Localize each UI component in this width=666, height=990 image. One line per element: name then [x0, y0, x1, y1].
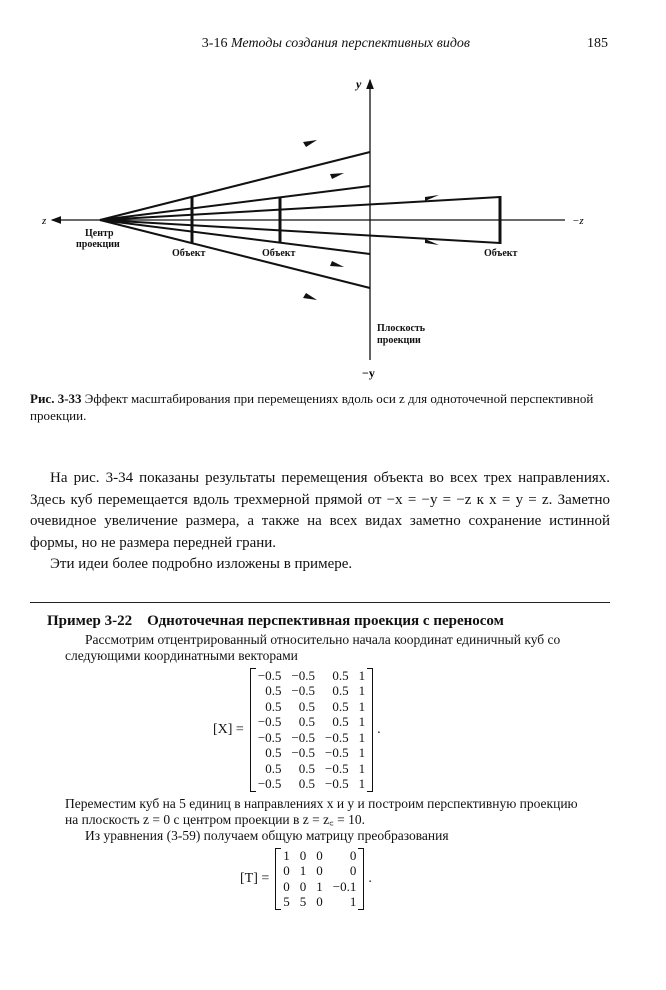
matrix-cell: 1: [358, 698, 366, 714]
matrix-cell: 1: [316, 878, 323, 894]
matrix-cell: 0.5: [332, 714, 349, 729]
matrix-cell: 0.5: [332, 698, 349, 714]
matrix-x: [X] = −0.5 −0.5 0.5 1 0.5 −0.5 0.5 1 0.5 0.5 0.5 1 −0.5 0.5 0.5 1 −0.5 −0.5 −0.5 1 0.5 −0.5 −0.5 1 0.5 0.5 −0.5 1 −0.5 0.5 −0.5 1 .: [213, 667, 381, 791]
matrix-row: [253, 668, 370, 684]
matrix-cell: 1: [358, 760, 366, 776]
matrix-cell: 1: [358, 745, 366, 760]
matrix-cell: 0: [316, 863, 323, 878]
matrix-cell: 0.5: [265, 745, 282, 760]
matrix-row: [278, 879, 361, 895]
page-body: [30, 390, 610, 914]
page-number: 185: [587, 36, 608, 51]
matrix-cell: 1: [358, 714, 366, 729]
matrix-cell: 1: [283, 847, 290, 863]
matrix-row: [253, 776, 370, 792]
matrix-cell: 0.5: [265, 683, 282, 698]
matrix-cell: 1: [358, 776, 366, 791]
example-heading: Пример 3-22 Одноточечная перспективная проекция с переносом: [47, 612, 504, 629]
matrix-cell: 0.5: [298, 714, 316, 729]
matrix-cell: −0.5: [257, 667, 282, 683]
matrix-cell: −0.1: [332, 878, 357, 894]
plane-label-1: Плоскость: [377, 323, 426, 334]
matrix-cell: 1: [358, 729, 366, 745]
neg-z-label: −z: [572, 215, 584, 227]
object-label: Объект: [484, 248, 518, 259]
matrix-cell: 5: [299, 894, 307, 909]
matrix-row: [278, 894, 361, 910]
center-label-1: Центр: [85, 228, 114, 239]
matrix-cell: 0.5: [265, 698, 282, 714]
matrix-row: [253, 745, 370, 761]
matrix-cell: −0.5: [325, 745, 349, 760]
divider: [30, 602, 610, 603]
z-label: z: [42, 215, 47, 227]
matrix-cell: 0: [299, 878, 307, 894]
matrix-cell: 0: [349, 847, 357, 863]
matrix-cell: 0.5: [332, 683, 349, 698]
y-label: y: [356, 77, 362, 91]
matrix-cell: 0: [283, 863, 290, 878]
matrix-cell: 0.5: [298, 760, 316, 776]
matrix-cell: 0: [299, 847, 307, 863]
paragraph: На рис. 3-34 показаны результаты перемещения объекта во всех трех направлениях. Здесь куб перемещается вдоль трехмерной прямой от −x = −y = −z к x = y = z. Заметно очевидное увеличение размера, а также на всех видах заметно сохранение истинной формы, но не размера передней грани.: [30, 470, 610, 551]
matrix-cell: −0.5: [257, 776, 282, 791]
paragraph: Из уравнения (3-59) получаем общую матрицу преобразования: [85, 827, 449, 843]
matrix-cell: 1: [358, 683, 366, 698]
matrix-cell: −0.5: [257, 714, 282, 729]
matrix-cell: 0: [349, 863, 357, 878]
matrix-cell: −0.5: [291, 683, 316, 698]
matrix-cell: −0.5: [291, 745, 316, 760]
matrix-cell: 0: [316, 847, 323, 863]
figure-caption: Рис. 3-33 Эффект масштабирования при перемещениях вдоль оси z для одноточечной перспективной проекции.: [30, 391, 594, 423]
matrix-t: [T] = 1 0 0 0 0 1 0 0 0 0 1 −0.1 5 5 0 1 .: [240, 847, 372, 909]
matrix-cell: −0.5: [325, 776, 349, 791]
matrix-cell: −0.5: [325, 760, 349, 776]
matrix-cell: 0.5: [298, 776, 316, 791]
running-header: 3-16 Методы создания перспективных видов: [201, 36, 470, 51]
paragraph: Переместим куб на 5 единиц в направлениях x и y и построим перспективную проекцию на плоскость z = 0 с центром проекции в z = z꜀ = 10.: [65, 795, 578, 827]
matrix-row: [253, 683, 370, 699]
matrix-cell: 1: [349, 894, 357, 909]
matrix-row: [253, 714, 370, 730]
object-label: Объект: [262, 248, 296, 259]
matrix-cell: −0.5: [325, 729, 349, 745]
paragraph: Эти идеи более подробно изложены в примере.: [50, 556, 353, 572]
object-label: Объект: [172, 248, 206, 259]
matrix-row: [253, 761, 370, 777]
center-label-2: проекции: [76, 239, 120, 250]
example-intro: Рассмотрим отцентрированный относительно начала координат единичный куб со следующими координатными векторами: [65, 631, 561, 663]
neg-y-label: −y: [362, 366, 375, 380]
matrix-cell: 0: [316, 894, 323, 909]
matrix-cell: 1: [358, 667, 366, 683]
matrix-cell: −0.5: [291, 667, 316, 683]
matrix-row: [253, 699, 370, 715]
projection-diagram: [0, 0, 666, 390]
matrix-row: [278, 848, 361, 864]
matrix-cell: −0.5: [291, 729, 316, 745]
matrix-cell: 0.5: [298, 698, 316, 714]
matrix-cell: 0.5: [265, 760, 282, 776]
matrix-cell: 0: [283, 878, 290, 894]
matrix-cell: 0.5: [332, 667, 349, 683]
plane-label-2: проекции: [377, 335, 421, 346]
matrix-cell: −0.5: [257, 729, 282, 745]
matrix-row: [253, 730, 370, 746]
matrix-cell: 5: [283, 894, 290, 909]
matrix-cell: 1: [299, 863, 307, 878]
matrix-row: [278, 863, 361, 879]
